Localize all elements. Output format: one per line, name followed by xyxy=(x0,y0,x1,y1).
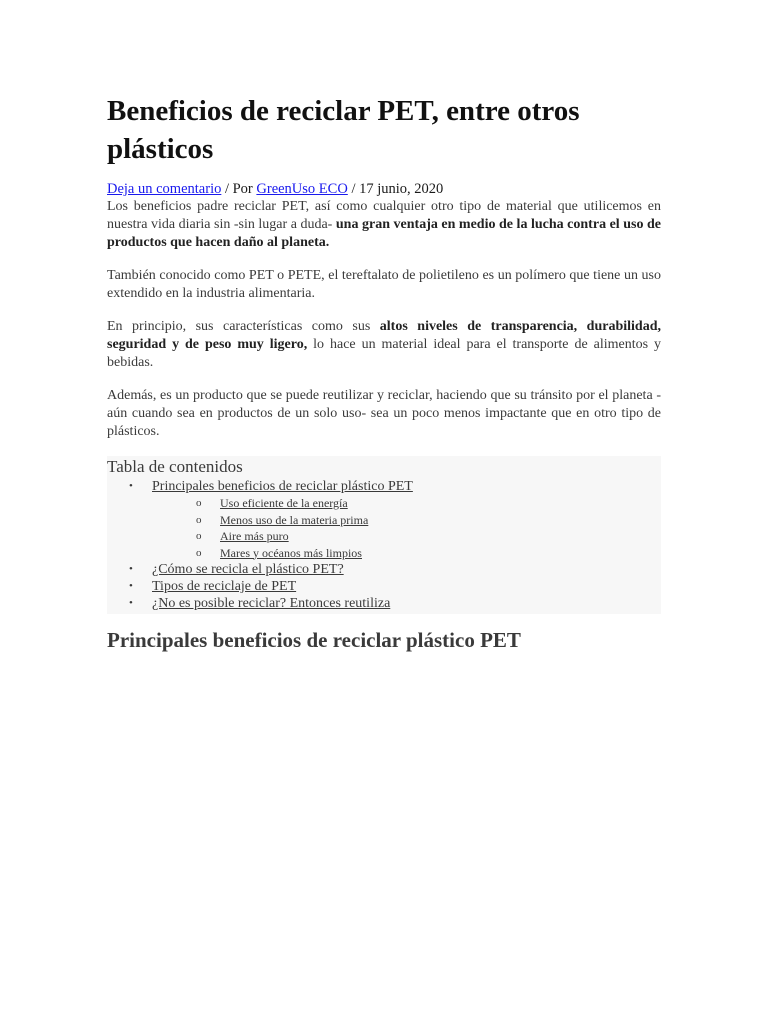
toc-link-principales-beneficios[interactable]: Principales beneficios de reciclar plástico PET xyxy=(152,479,413,494)
toc-link-como-se-recicla[interactable]: ¿Cómo se recicla el plástico PET? xyxy=(152,562,344,577)
bullet-icon: • xyxy=(129,597,133,609)
toc-list xyxy=(107,478,661,612)
toc-subitem xyxy=(107,545,661,562)
paragraph-intro xyxy=(107,198,661,252)
toc-link-uso-eficiente[interactable]: Uso eficiente de la energía xyxy=(220,496,348,510)
toc-item xyxy=(107,478,661,495)
toc-link-aire-puro[interactable]: Aire más puro xyxy=(220,529,289,543)
paragraph-reuse xyxy=(107,387,661,441)
paragraph-text: lo hace un material ideal para el transporte de alimentos y bebidas. xyxy=(107,337,662,370)
paragraph-characteristics xyxy=(107,318,661,372)
toc-subitem xyxy=(107,528,661,545)
paragraph-text: En principio, sus características como sus xyxy=(107,319,380,334)
toc-item xyxy=(107,561,661,578)
toc-item xyxy=(107,595,661,612)
toc-title: Tabla de contenidos xyxy=(107,457,243,476)
bullet-icon: • xyxy=(129,563,133,575)
toc-link-mares-oceanos[interactable]: Mares y océanos más limpios xyxy=(220,545,362,560)
circle-bullet-icon: o xyxy=(196,497,202,509)
paragraph-text: Los beneficios padre reciclar PET, así como cualquier otro tipo de material que utilicemos en nuestra vida diaria sin -sin lugar a duda- xyxy=(107,199,661,232)
comment-link[interactable]: Deja un comentario xyxy=(107,181,222,197)
post-meta xyxy=(107,180,661,198)
paragraph-pet-definition xyxy=(107,267,661,303)
paragraph-text: También conocido como PET o PETE, el tereftalato de polietileno es un polímero que tiene un uso extendido en la industria alimentaria. xyxy=(107,268,661,301)
section-heading: Principales beneficios de reciclar plástico PET xyxy=(107,628,521,652)
paragraph-text: Además, es un producto que se puede reutilizar y reciclar, haciendo que su tránsito por el planeta -aún cuando sea en productos de un solo uso- sea un poco menos impactante que en otro tipo de plásticos. xyxy=(107,388,661,439)
post-date: / 17 junio, 2020 xyxy=(347,181,444,197)
circle-bullet-icon: o xyxy=(196,546,202,559)
toc-link-menos-uso[interactable]: Menos uso de la materia prima xyxy=(220,512,369,527)
author-link[interactable]: GreenUso ECO xyxy=(256,181,348,197)
article-title: Beneficios de reciclar PET, entre otros plásticos xyxy=(107,95,580,165)
article xyxy=(107,92,661,653)
bullet-icon: • xyxy=(129,480,133,492)
toc-subitem xyxy=(107,512,661,529)
circle-bullet-icon: o xyxy=(196,513,202,526)
circle-bullet-icon: o xyxy=(196,530,202,542)
toc-subitem xyxy=(107,495,661,512)
toc-link-reutiliza[interactable]: ¿No es posible reciclar? Entonces reutiliza xyxy=(152,596,391,611)
bullet-icon: • xyxy=(129,580,133,592)
paragraph-emphasis: altos niveles de transparencia, durabilidad, seguridad y de peso muy ligero, xyxy=(107,319,661,352)
toc-item xyxy=(107,578,661,595)
paragraph-emphasis: una gran ventaja en medio de la lucha contra el uso de productos que hacen daño al planeta. xyxy=(107,217,662,250)
table-of-contents xyxy=(107,456,661,614)
meta-separator: / Por xyxy=(221,181,257,197)
toc-link-tipos-reciclaje[interactable]: Tipos de reciclaje de PET xyxy=(152,579,297,594)
